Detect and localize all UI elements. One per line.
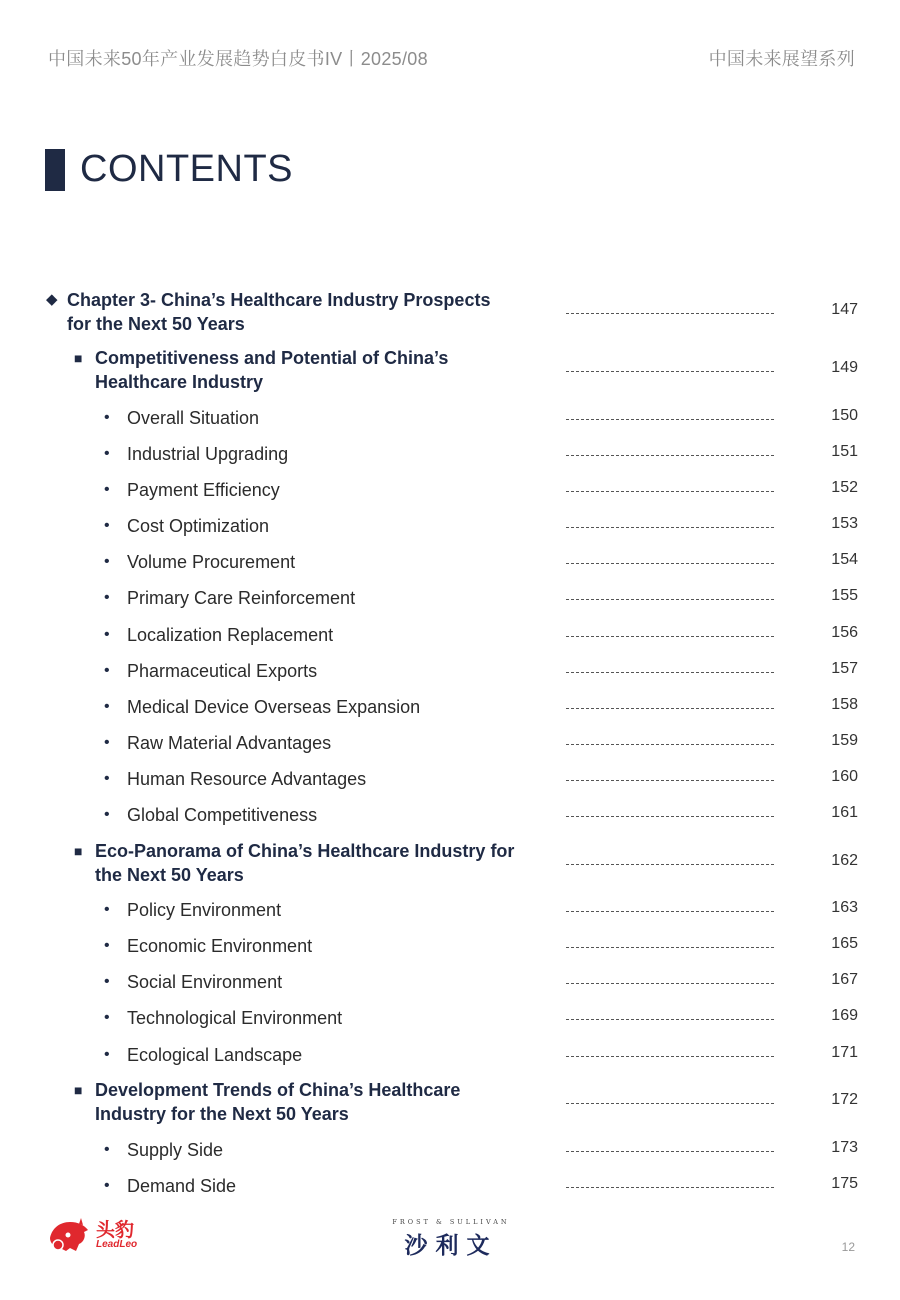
toc-entry-page: 149 bbox=[831, 359, 858, 376]
dot-bullet-icon: • bbox=[104, 1177, 110, 1194]
toc-entry-label bbox=[127, 898, 281, 922]
toc-entry-page: 161 bbox=[831, 804, 858, 821]
dot-bullet-icon: • bbox=[104, 409, 110, 426]
toc-entry-label-line: Chapter 3- China’s Healthcare Industry Prospects bbox=[67, 290, 491, 310]
toc-entry-page: 171 bbox=[831, 1044, 858, 1061]
toc-entry-page: 172 bbox=[831, 1091, 858, 1108]
toc-entry-label bbox=[127, 1006, 342, 1030]
toc-entry-label bbox=[127, 406, 259, 430]
toc-dot-leader bbox=[566, 636, 774, 637]
toc-dot-leader bbox=[566, 1103, 774, 1104]
dot-bullet-icon: • bbox=[104, 626, 110, 643]
toc-dot-leader bbox=[566, 371, 774, 372]
toc-entry-label-line: Medical Device Overseas Expansion bbox=[127, 697, 421, 717]
toc-entry-label-line: Localization Replacement bbox=[127, 625, 334, 645]
title-accent-bar bbox=[45, 149, 65, 191]
toc-dot-leader bbox=[566, 455, 774, 456]
toc-entry-page: 159 bbox=[831, 732, 858, 749]
toc-entry-label-line: Demand Side bbox=[127, 1176, 237, 1196]
toc-entry-page: 155 bbox=[831, 587, 858, 604]
toc-entry-label bbox=[95, 1078, 460, 1126]
toc-entry-page: 169 bbox=[831, 1007, 858, 1024]
diamond-bullet-icon: ◆ bbox=[46, 291, 58, 308]
toc-entry-label-line: Ecological Landscape bbox=[127, 1045, 303, 1065]
toc-entry-label bbox=[127, 478, 280, 502]
toc-entry-label-line: Industrial Upgrading bbox=[127, 444, 289, 464]
dot-bullet-icon: • bbox=[104, 770, 110, 787]
dot-bullet-icon: • bbox=[104, 973, 110, 990]
dot-bullet-icon: • bbox=[104, 734, 110, 751]
toc-entry-page: 157 bbox=[831, 660, 858, 677]
leopard-icon bbox=[46, 1218, 92, 1252]
toc-entry-page: 162 bbox=[831, 852, 858, 869]
toc-entry-label bbox=[127, 731, 331, 755]
dot-bullet-icon: • bbox=[104, 698, 110, 715]
toc-entry-label-line: Social Environment bbox=[127, 972, 283, 992]
dot-bullet-icon: • bbox=[104, 806, 110, 823]
toc-dot-leader bbox=[566, 816, 774, 817]
toc-dot-leader bbox=[566, 491, 774, 492]
toc-entry-page: 163 bbox=[831, 899, 858, 916]
toc-dot-leader bbox=[566, 563, 774, 564]
toc-entry-page: 175 bbox=[831, 1175, 858, 1192]
toc-dot-leader bbox=[566, 1151, 774, 1152]
toc-entry-label bbox=[127, 514, 269, 538]
page-number: 12 bbox=[841, 1240, 855, 1254]
dot-bullet-icon: • bbox=[104, 901, 110, 918]
toc-dot-leader bbox=[566, 780, 774, 781]
toc-dot-leader bbox=[566, 1056, 774, 1057]
leadleo-en: LeadLeo bbox=[96, 1238, 138, 1250]
toc-entry-label bbox=[95, 346, 448, 394]
toc-dot-leader bbox=[566, 947, 774, 948]
page-title: CONTENTS bbox=[80, 148, 293, 190]
toc-entry-label bbox=[127, 623, 333, 647]
square-bullet-icon: ■ bbox=[74, 1082, 83, 1098]
toc-entry-page: 156 bbox=[831, 624, 858, 641]
toc-dot-leader bbox=[566, 1187, 774, 1188]
toc-dot-leader bbox=[566, 864, 774, 865]
header-right-series: 中国未来展望系列 bbox=[708, 49, 855, 69]
dot-bullet-icon: • bbox=[104, 481, 110, 498]
toc-dot-leader bbox=[566, 672, 774, 673]
square-bullet-icon: ■ bbox=[74, 350, 83, 366]
dot-bullet-icon: • bbox=[104, 1141, 110, 1158]
square-bullet-icon: ■ bbox=[74, 843, 83, 859]
toc-entry-page: 147 bbox=[831, 301, 858, 318]
toc-entry-page: 153 bbox=[831, 515, 858, 532]
toc-dot-leader bbox=[566, 911, 774, 912]
toc-entry-label bbox=[127, 1138, 223, 1162]
toc-entry-label-line: Raw Material Advantages bbox=[127, 733, 332, 753]
toc-entry-label bbox=[127, 695, 420, 719]
header-left-title: 中国未来50年产业发展趋势白皮书IV丨2025/08 bbox=[48, 49, 428, 69]
toc-entry-label-line: Payment Efficiency bbox=[127, 480, 280, 500]
toc-entry-label-line: Economic Environment bbox=[127, 936, 313, 956]
frost-sullivan-logo bbox=[386, 1218, 516, 1260]
toc-entry-label bbox=[127, 767, 366, 791]
toc-entry-page: 152 bbox=[831, 479, 858, 496]
toc-entry-label bbox=[127, 934, 312, 958]
toc-entry-label bbox=[127, 659, 317, 683]
toc-dot-leader bbox=[566, 313, 774, 314]
toc-entry-label-line: Overall Situation bbox=[127, 408, 260, 428]
toc-entry-label-line: Healthcare Industry bbox=[95, 372, 264, 392]
toc-entry-label bbox=[95, 839, 514, 887]
toc-entry-label-line: Policy Environment bbox=[127, 900, 282, 920]
toc-entry-label bbox=[127, 550, 295, 574]
toc-entry-page: 154 bbox=[831, 551, 858, 568]
toc-entry-label-line: for the Next 50 Years bbox=[67, 314, 245, 334]
toc-entry-page: 160 bbox=[831, 768, 858, 785]
toc-dot-leader bbox=[566, 419, 774, 420]
toc-dot-leader bbox=[566, 1019, 774, 1020]
toc-entry-label-line: Eco-Panorama of China’s Healthcare Industry for bbox=[95, 841, 515, 861]
toc-entry-label-line: Technological Environment bbox=[127, 1008, 343, 1028]
toc-entry-label-line: the Next 50 Years bbox=[95, 865, 244, 885]
toc-entry-label-line: Development Trends of China’s Healthcare bbox=[95, 1080, 461, 1100]
toc-entry-page: 150 bbox=[831, 407, 858, 424]
toc-entry-label bbox=[127, 1174, 236, 1198]
toc-entry-label-line: Industry for the Next 50 Years bbox=[95, 1104, 349, 1124]
dot-bullet-icon: • bbox=[104, 553, 110, 570]
toc-entry-label-line: Volume Procurement bbox=[127, 552, 296, 572]
toc-entry-page: 173 bbox=[831, 1139, 858, 1156]
toc-entry-label-line: Cost Optimization bbox=[127, 516, 270, 536]
toc-entry-label-line: Pharmaceutical Exports bbox=[127, 661, 318, 681]
dot-bullet-icon: • bbox=[104, 1009, 110, 1026]
dot-bullet-icon: • bbox=[104, 517, 110, 534]
toc-entry-label bbox=[127, 803, 317, 827]
fs-en-wordmark: FROST & SULLIVAN bbox=[392, 1218, 510, 1226]
leadleo-cn: 头豹 bbox=[96, 1218, 135, 1241]
toc-entry-label-line: Supply Side bbox=[127, 1140, 224, 1160]
leadleo-logo bbox=[46, 1218, 137, 1252]
dot-bullet-icon: • bbox=[104, 589, 110, 606]
toc-entry-label bbox=[67, 288, 490, 336]
toc-entry-label-line: Competitiveness and Potential of China’s bbox=[95, 348, 449, 368]
toc-entry-label bbox=[127, 442, 288, 466]
dot-bullet-icon: • bbox=[104, 445, 110, 462]
toc-entry-label bbox=[127, 586, 355, 610]
toc-entry-page: 151 bbox=[831, 443, 858, 460]
toc-entry-label-line: Primary Care Reinforcement bbox=[127, 588, 356, 608]
toc-entry-label-line: Global Competitiveness bbox=[127, 805, 318, 825]
toc-entry-label bbox=[127, 1043, 302, 1067]
toc-entry-label bbox=[127, 970, 282, 994]
fs-cn-wordmark: 沙利文 bbox=[404, 1233, 498, 1259]
toc-dot-leader bbox=[566, 983, 774, 984]
toc-dot-leader bbox=[566, 599, 774, 600]
dot-bullet-icon: • bbox=[104, 1046, 110, 1063]
toc-entry-page: 165 bbox=[831, 935, 858, 952]
dot-bullet-icon: • bbox=[104, 662, 110, 679]
toc-entry-page: 158 bbox=[831, 696, 858, 713]
toc-dot-leader bbox=[566, 708, 774, 709]
dot-bullet-icon: • bbox=[104, 937, 110, 954]
toc-dot-leader bbox=[566, 527, 774, 528]
toc-entry-page: 167 bbox=[831, 971, 858, 988]
toc-entry-label-line: Human Resource Advantages bbox=[127, 769, 367, 789]
toc-dot-leader bbox=[566, 744, 774, 745]
contents-heading bbox=[45, 148, 293, 191]
